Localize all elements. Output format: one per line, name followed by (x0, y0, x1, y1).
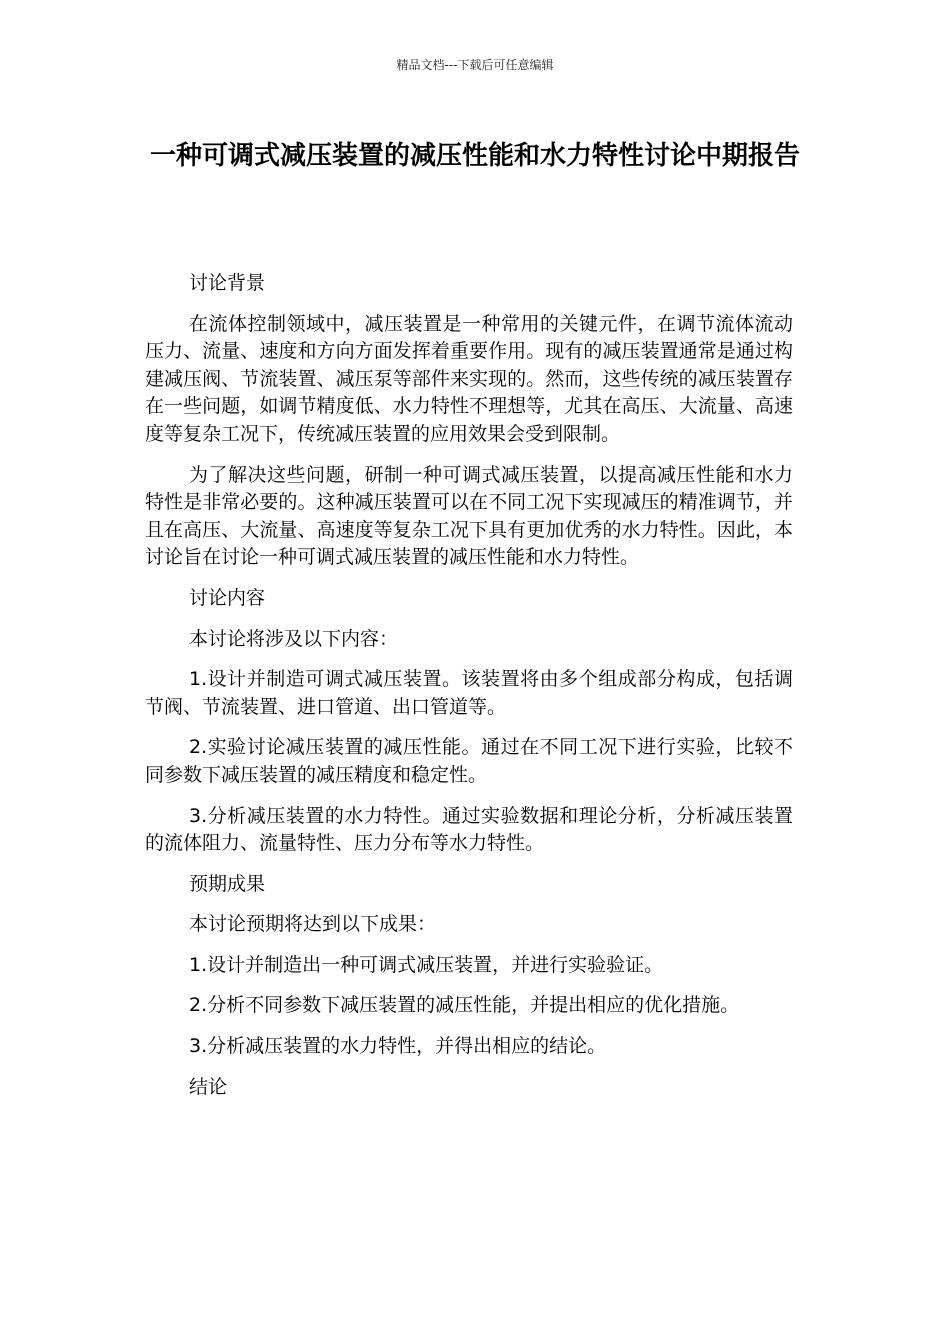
section-heading-background: 讨论背景 (189, 272, 266, 294)
section-heading-conclusion: 结论 (189, 1075, 228, 1098)
page-header: 精品文档---下载后可任意编辑 (396, 58, 554, 72)
document-body (145, 270, 793, 1114)
paragraph: 本讨论预期将达到以下成果： (189, 913, 437, 936)
section-heading-content: 讨论内容 (189, 586, 266, 609)
paragraph: 本讨论将涉及以下内容： (189, 627, 399, 650)
document-title: 一种可调式减压装置的减压性能和水力特性讨论中期报告 (149, 141, 800, 171)
list-item: 2.分析不同参数下减压装置的减压性能，并提出相应的优化措施。 (189, 994, 740, 1017)
section-heading-results: 预期成果 (189, 872, 266, 895)
list-item: 3.分析减压装置的水力特性。通过实验数据和理论分析，分析减压装置的流体阻力、流量特性、压力分布等水力特性。 (145, 804, 793, 855)
list-item: 1.设计并制造可调式减压装置。该装置将由多个组成部分构成，包括调节阀、节流装置、进口管道、出口管道等。 (145, 668, 793, 718)
list-item: 2.实验讨论减压装置的减压性能。通过在不同工况下进行实验，比较不同参数下减压装置的减压精度和稳定性。 (145, 736, 793, 786)
paragraph: 在流体控制领域中，减压装置是一种常用的关键元件，在调节流体流动压力、流量、速度和方向方面发挥着重要作用。现有的减压装置通常是通过构建减压阀、节流装置、减压泵等部件来实现的。然而，这些传统的减压装置存在一些问题，如调节精度低、水力特性不理想等，尤其在高压、大流量、高速度等复杂工况下，传统减压装置的应用效果会受到限制。 (145, 312, 793, 445)
list-item: 1.设计并制造出一种可调式减压装置，并进行实验验证。 (189, 953, 664, 976)
list-item: 3.分析减压装置的水力特性，并得出相应的结论。 (189, 1035, 607, 1058)
paragraph: 为了解决这些问题，研制一种可调式减压装置，以提高减压性能和水力特性是非常必要的。这种减压装置可以在不同工况下实现减压的精准调节，并且在高压、大流量、高速度等复杂工况下具有更加优秀的水力特性。因此，本讨论旨在讨论一种可调式减压装置的减压性能和水力特性。 (145, 463, 793, 569)
